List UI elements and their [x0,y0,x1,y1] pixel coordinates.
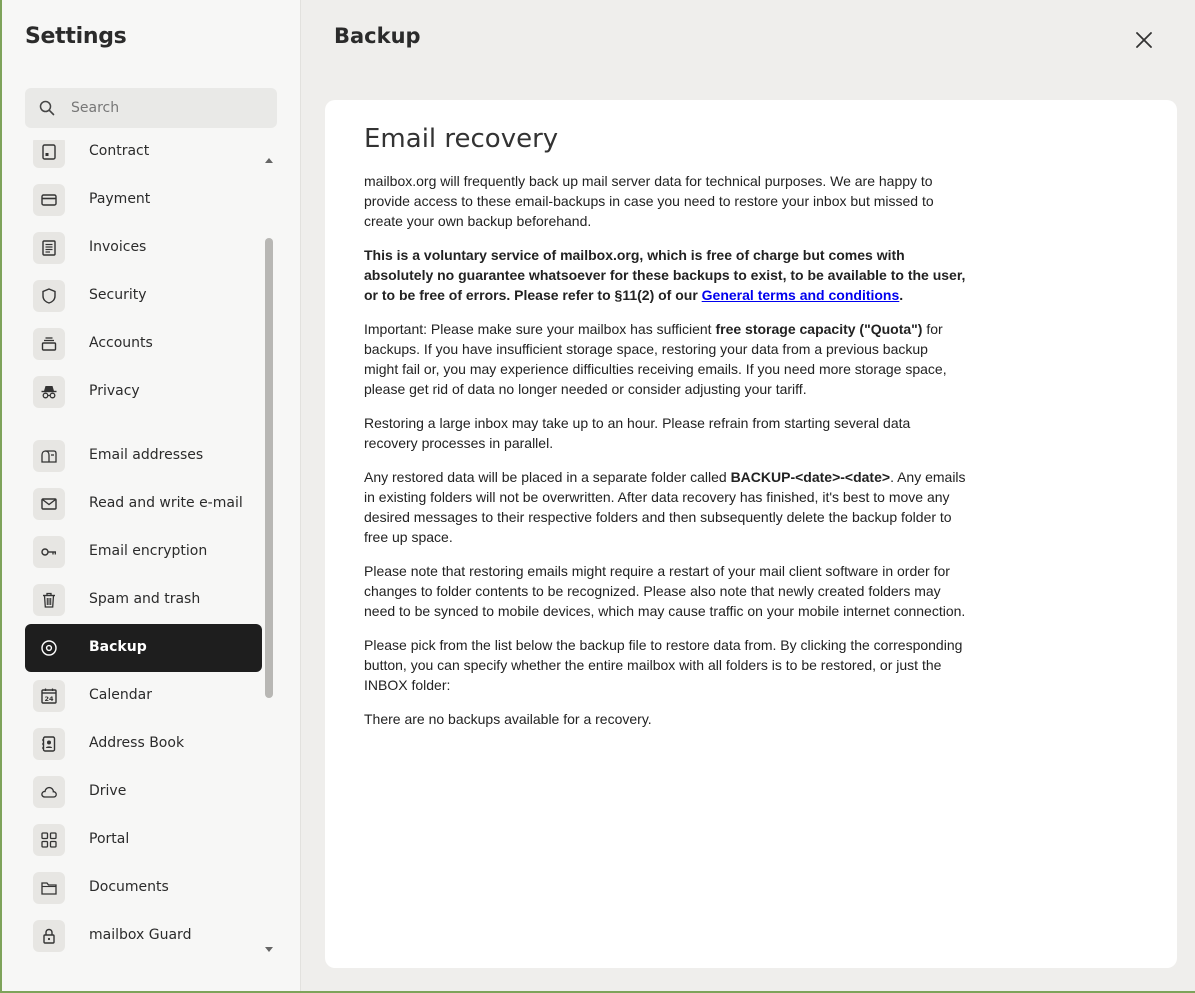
intro-paragraph: mailbox.org will frequently back up mail server data for technical purposes. We are happy to provide access to these email-backups in case you need to restore your inbox but missed to create your own backup beforehand. [364,173,934,229]
sidebar-item-label: Portal [89,831,130,847]
email-recovery-card [325,100,1177,968]
close-icon [1132,28,1156,52]
disclaimer-paragraph [364,245,966,305]
lock-icon [33,920,65,952]
quota-paragraph [364,319,966,399]
cloud-icon [33,776,65,808]
restart-paragraph: Please note that restoring emails might require a restart of your mail client software in order for changes to folder contents to be recognized. Please also note that newly created folders may need to be synced to mobile devices, which may cause traffic on your mobile internet connection. [364,563,966,619]
sidebar-item-spam-trash[interactable] [25,576,262,624]
scroll-down-arrow-icon[interactable] [265,947,273,952]
settings-window [2,0,1195,991]
shield-icon [33,280,65,312]
sidebar-item-label: Security [89,287,147,303]
credit-card-icon [33,184,65,216]
search-icon [39,100,55,116]
envelope-icon [33,488,65,520]
card-title: Email recovery [364,124,559,154]
sidebar-item-label: Backup [89,639,147,655]
folder-text-b: . Any emails in existing folders will not be overwritten. After data recovery has finished, it's best to move any desired messages to their respective folders and then subsequently delete the backup folder to free up space. [364,469,966,545]
sidebar-item-label: Payment [89,191,151,207]
sidebar-item-label: Accounts [89,335,153,351]
quota-text-a: Important: Please make sure your mailbox has sufficient [364,321,716,337]
sidebar-item-read-write-email[interactable] [25,480,262,528]
sidebar-item-label: Drive [89,783,127,799]
sidebar-item-email-encryption[interactable] [25,528,262,576]
sidebar-item-label: Invoices [89,239,147,255]
card-body [364,171,966,743]
sidebar-item-label: Documents [89,879,169,895]
scroll-up-arrow-icon[interactable] [265,158,273,163]
quota-text-b: for backups. If you have insufficient storage space, restoring your data from a previous backup might fail or, you may experience difficulties receiving emails. If you need more storage space, please get rid of data no longer needed or consider adjusting your tariff. [364,321,947,397]
sidebar-item-payment[interactable] [25,176,262,224]
sidebar-item-portal[interactable] [25,816,262,864]
no-backups-message: There are no backups available for a recovery. [364,711,652,727]
sidebar-item-invoices[interactable] [25,224,262,272]
sidebar-item-security[interactable] [25,272,262,320]
scrollbar-thumb[interactable] [265,238,273,698]
sidebar-item-mailbox-guard[interactable] [25,912,262,958]
sidebar-item-privacy[interactable] [25,368,262,416]
sidebar-item-label: Calendar [89,687,152,703]
sidebar-item-email-addresses[interactable] [25,432,262,480]
pick-paragraph: Please pick from the list below the backup file to restore data from. By clicking the corresponding button, you can specify whether the entire mailbox with all folders is to be restored, or just the INBOX folder: [364,637,963,693]
page-title: Backup [334,24,421,48]
sidebar-item-contract[interactable] [25,140,262,176]
folder-bold: BACKUP-<date>-<date> [730,469,891,485]
key-icon [33,536,65,568]
folder-paragraph [364,467,966,547]
sidebar-item-label: Spam and trash [89,591,201,607]
incognito-icon [33,376,65,408]
invoice-icon [33,232,65,264]
sidebar-item-drive[interactable] [25,768,262,816]
contract-icon [33,140,65,168]
accounts-stack-icon [33,328,65,360]
sidebar-item-label: Email encryption [89,543,208,559]
calendar-icon [33,680,65,712]
search-box[interactable] [25,88,277,128]
sidebar-scrollbar[interactable] [264,152,274,957]
address-book-icon [33,728,65,760]
sidebar-item-label: mailbox Guard [89,927,192,943]
settings-sidebar [2,0,301,991]
trash-icon [33,584,65,616]
sidebar-item-address-book[interactable] [25,720,262,768]
terms-link[interactable]: General terms and conditions [701,287,900,303]
close-button[interactable] [1132,28,1156,52]
sidebar-title: Settings [25,24,127,49]
sidebar-item-documents[interactable] [25,864,262,912]
disc-icon [33,632,65,664]
mailbox-icon [33,440,65,472]
sidebar-item-label: Read and write e-mail [89,495,243,511]
sidebar-item-label: Privacy [89,383,140,399]
sidebar-item-label: Email addresses [89,447,204,463]
disclaimer-text: This is a voluntary service of mailbox.org, which is free of charge but comes with absolutely no guarantee whatsoever for these backups to exist, to be available to the user, or to be free of errors. Please refer to §11(2) of our [364,247,966,303]
quota-bold: free storage capacity ("Quota") [715,321,923,337]
sidebar-item-backup[interactable] [25,624,262,672]
sidebar-item-accounts[interactable] [25,320,262,368]
folder-text-a: Any restored data will be placed in a separate folder called [364,469,731,485]
duration-paragraph: Restoring a large inbox may take up to an hour. Please refrain from starting several data recovery processes in parallel. [364,415,911,451]
sidebar-item-label: Address Book [89,735,185,751]
calendar-badge: 24 [44,695,54,703]
disclaimer-end: . [899,287,904,303]
folder-icon [33,872,65,904]
grid-icon [33,824,65,856]
search-input[interactable] [71,88,271,128]
sidebar-item-calendar[interactable] [25,672,262,720]
settings-nav [25,140,267,958]
sidebar-item-label: Contract [89,143,150,159]
